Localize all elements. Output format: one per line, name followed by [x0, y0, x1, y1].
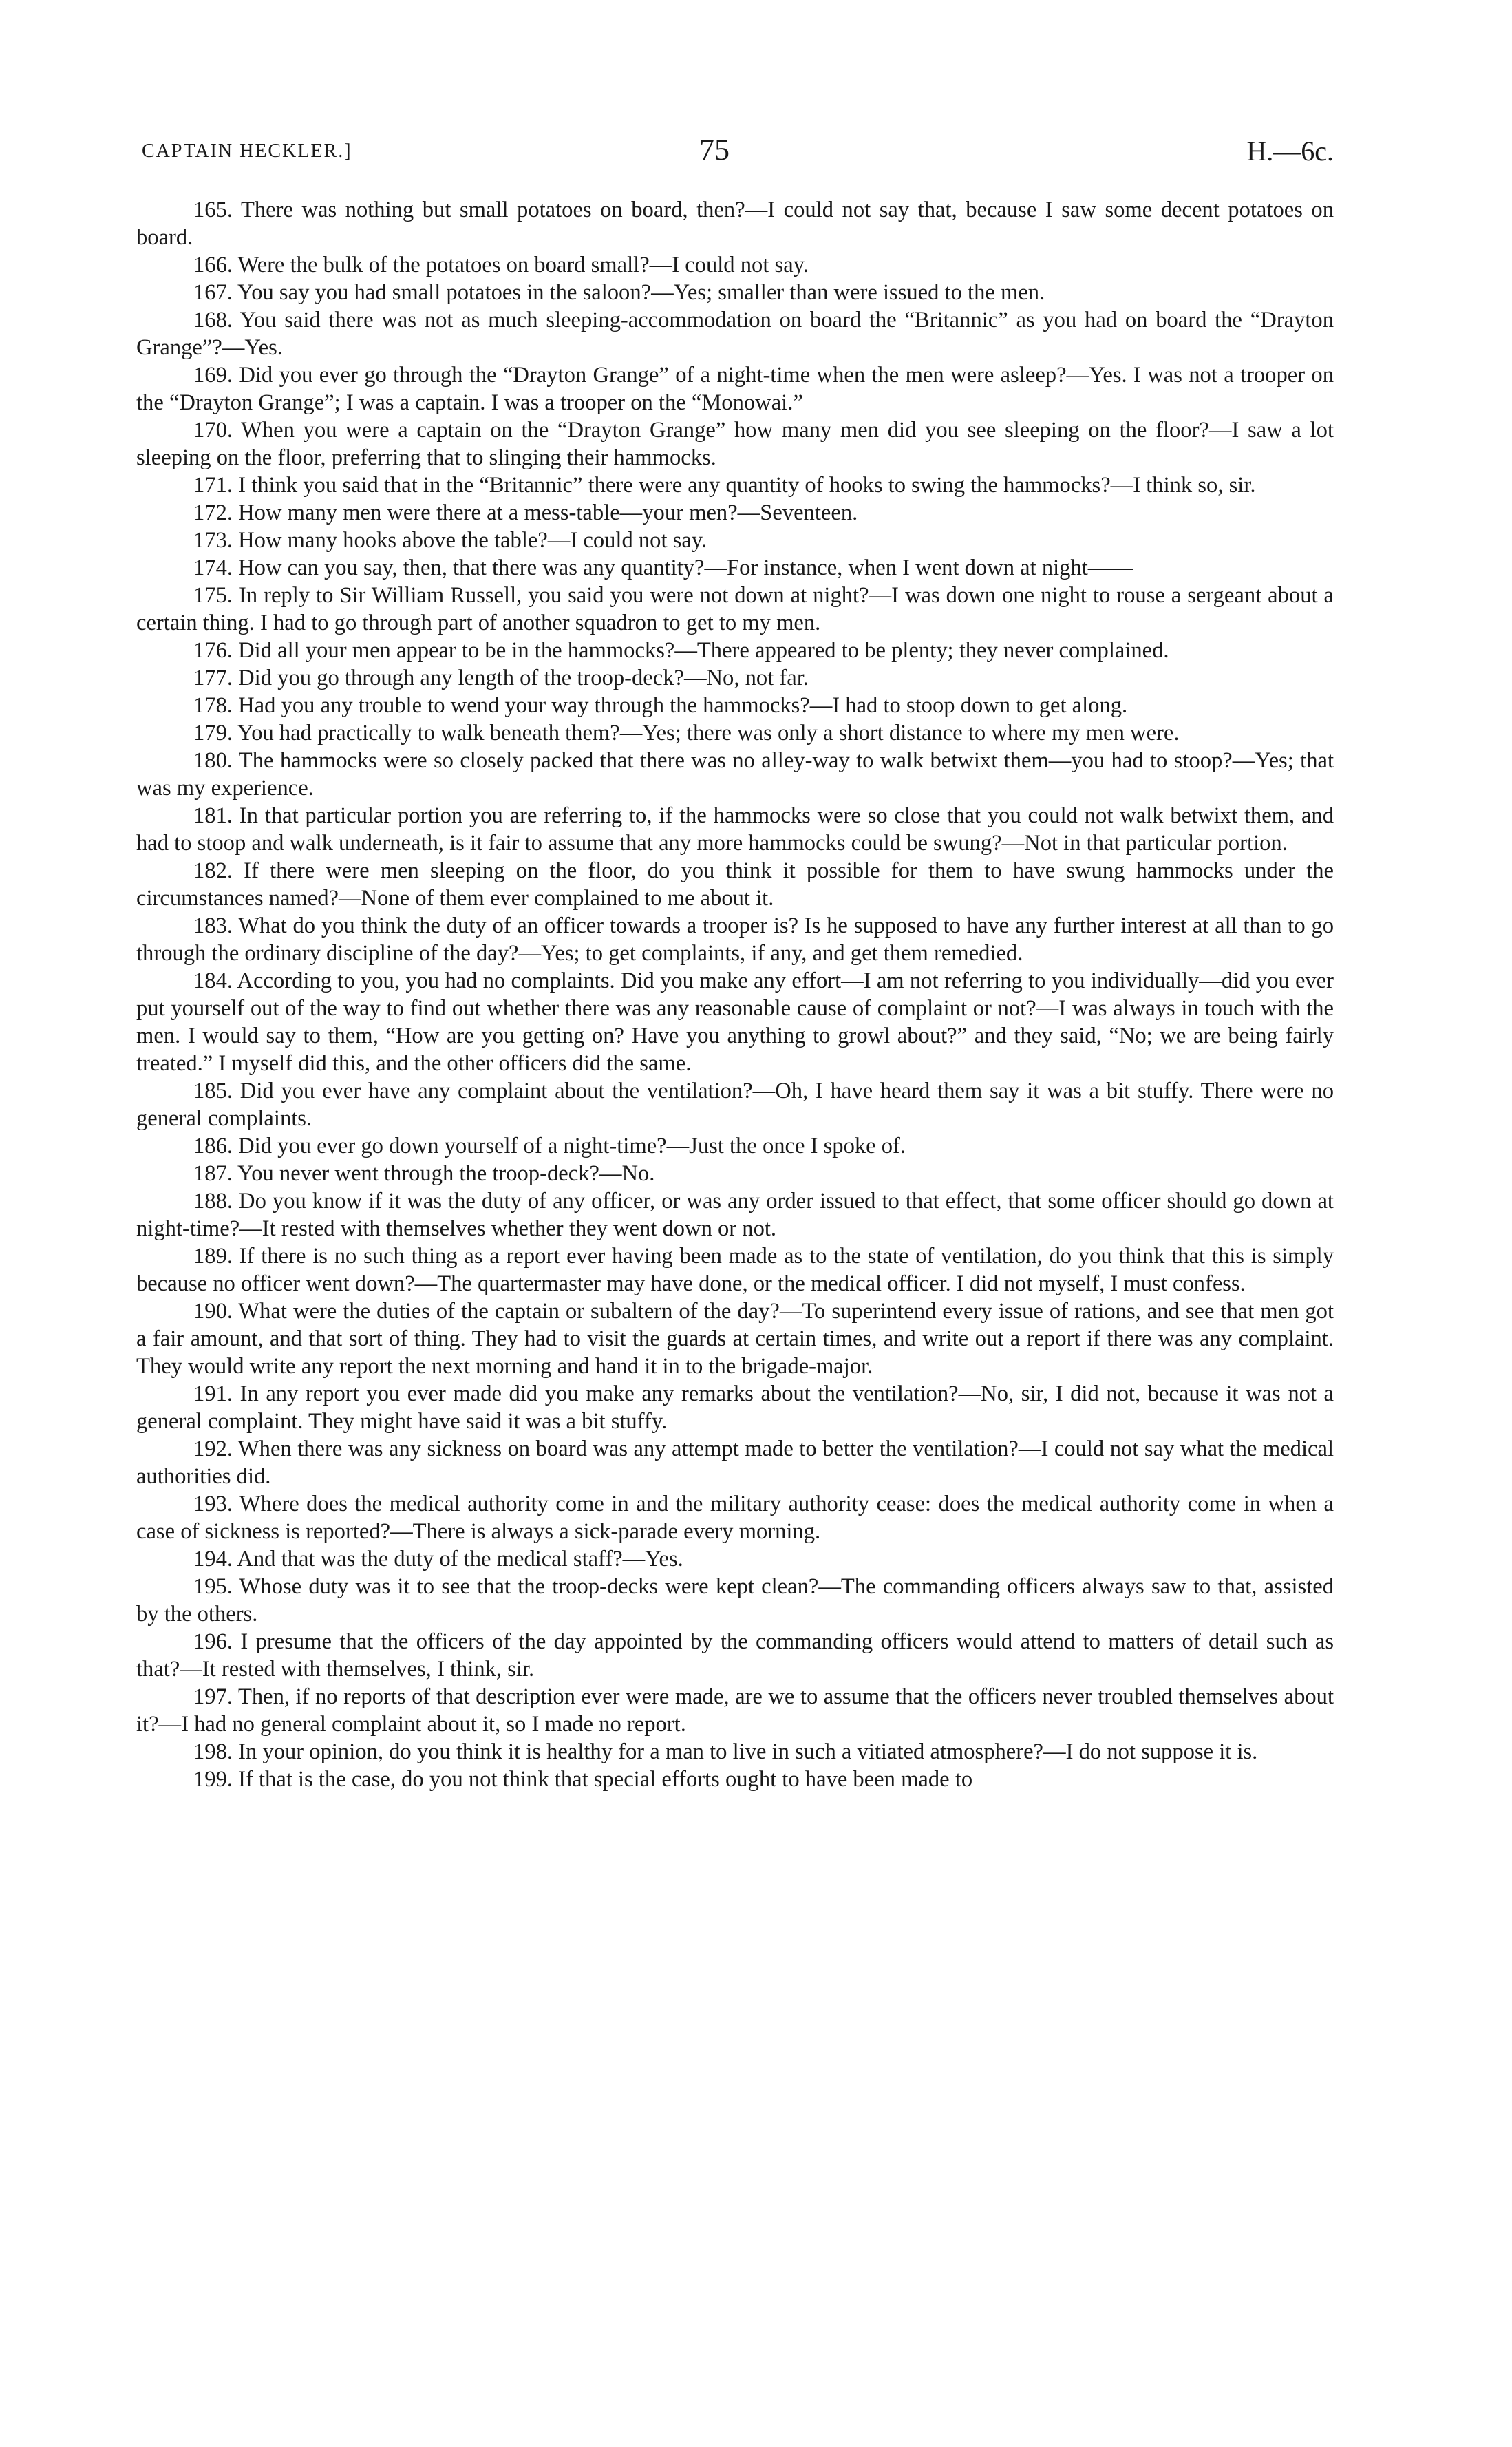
paragraph: 168. You said there was not as much sleeping-accommodation on board the “Britannic” as you had on board the “Drayton Grange”?—Yes. [136, 308, 1334, 360]
paragraph: 180. The hammocks were so closely packed that there was no alley-way to walk betwixt them—you had to stoop?—Yes; that was my experience. [136, 748, 1334, 801]
paragraph: 178. Had you any trouble to wend your way through the hammocks?—I had to stoop down to get along. [193, 693, 1128, 718]
paragraph: 167. You say you had small potatoes in the saloon?—Yes; smaller than were issued to the men. [193, 280, 1045, 305]
paragraph: 186. Did you ever go down yourself of a night-time?—Just the once I spoke of. [193, 1134, 906, 1158]
document-page [136, 0, 1334, 2447]
page-number: 75 [699, 133, 730, 167]
paragraph: 195. Whose duty was it to see that the troop-decks were kept clean?—The commanding officers always saw to that, assisted by the others. [136, 1574, 1334, 1627]
paragraph: 172. How many men were there at a mess-table—your men?—Seventeen. [193, 500, 858, 525]
paragraph: 166. Were the bulk of the potatoes on board small?—I could not say. [193, 253, 809, 277]
paragraph: 173. How many hooks above the table?—I could not say. [193, 528, 707, 553]
paragraph: 189. If there is no such thing as a report ever having been made as to the state of ventilation, do you think that this is simply because no officer went down?—The quartermaster may have done, or the medical officer. I did not myself, I must confess. [136, 1244, 1334, 1296]
paragraph: 175. In reply to Sir William Russell, you said you were not down at night?—I was down one night to rouse a sergeant about a certain thing. I had to go through part of another squadron to get to my men. [136, 583, 1334, 635]
paragraph: 192. When there was any sickness on board was any attempt made to better the ventilation?—I could not say what the medical authorities did. [136, 1437, 1334, 1489]
paragraph: 194. And that was the duty of the medical staff?—Yes. [193, 1547, 683, 1571]
paragraph: 196. I presume that the officers of the day appointed by the commanding officers would attend to matters of detail such as that?—It rested with themselves, I think, sir. [136, 1629, 1334, 1682]
document-reference: H.—6c. [1246, 136, 1334, 167]
paragraph: 165. There was nothing but small potatoes on board, then?—I could not say that, because I saw some decent potatoes on board. [136, 198, 1334, 250]
paragraph: 185. Did you ever have any complaint about the ventilation?—Oh, I have heard them say it was a bit stuffy. There were no general complaints. [136, 1079, 1334, 1131]
paragraph: 182. If there were men sleeping on the floor, do you think it possible for them to have swung hammocks under the circumstances named?—None of them ever complained to me about it. [136, 858, 1334, 911]
paragraph: 188. Do you know if it was the duty of any officer, or was any order issued to that effect, that some officer should go down at night-time?—It rested with themselves whether they went down or not. [136, 1189, 1334, 1241]
paragraph: 176. Did all your men appear to be in the hammocks?—There appeared to be plenty; they never complained. [193, 638, 1169, 663]
running-head-witness: CAPTAIN HECKLER.] [142, 140, 352, 162]
paragraph: 181. In that particular portion you are referring to, if the hammocks were so close that you could not walk betwixt them, and had to stoop and walk underneath, is it fair to assume that any more hammocks could be swung?—Not in that particular portion. [136, 803, 1334, 856]
paragraph: 170. When you were a captain on the “Drayton Grange” how many men did you see sleeping on the floor?—I saw a lot sleeping on the floor, preferring that to slinging their hammocks. [136, 418, 1334, 470]
paragraph: 191. In any report you ever made did you make any remarks about the ventilation?—No, sir, I did not, because it was not a general complaint. They might have said it was a bit stuffy. [136, 1381, 1334, 1434]
paragraph: 174. How can you say, then, that there was any quantity?—For instance, when I went down at night—— [193, 555, 1133, 580]
paragraph: 187. You never went through the troop-deck?—No. [193, 1161, 655, 1186]
paragraph: 183. What do you think the duty of an officer towards a trooper is? Is he supposed to have any further interest at all than to go through the ordinary discipline of the day?—Yes; to get complaints, if any, and get them remedied. [136, 913, 1334, 966]
paragraph: 169. Did you ever go through the “Drayton Grange” of a night-time when the men were asleep?—Yes. I was not a trooper on the “Drayton Grange”; I was a captain. I was a trooper on the “Monowai.” [136, 363, 1334, 415]
paragraph: 171. I think you said that in the “Britannic” there were any quantity of hooks to swing the hammocks?—I think so, sir. [193, 473, 1256, 498]
paragraph: 190. What were the duties of the captain or subaltern of the day?—To superintend every issue of rations, and see that men got a fair amount, and that sort of thing. They had to visit the guards at certain times, and write out a report if there was any complaint. They would write any report the next morning and hand it in to the brigade-major. [136, 1299, 1334, 1379]
paragraph: 177. Did you go through any length of the troop-deck?—No, not far. [193, 666, 809, 690]
paragraph: 197. Then, if no reports of that description ever were made, are we to assume that the officers never troubled themselves about it?—I had no general complaint about it, so I made no report. [136, 1684, 1334, 1737]
paragraph: 193. Where does the medical authority come in and the military authority cease: does the medical authority come in when a case of sickness is reported?—There is always a sick-parade every morning. [136, 1492, 1334, 1544]
paragraph: 184. According to you, you had no complaints. Did you make any effort—I am not referring to you individually—did you ever put yourself out of the way to find out whether there was any reasonable cause of complaint or not?—I was always in touch with the men. I would say to them, “How are you getting on? Have you anything to growl about?” and they said, “No; we are being fairly treated.” I myself did this, and the other officers did the same. [136, 968, 1334, 1076]
paragraph: 198. In your opinion, do you think it is healthy for a man to live in such a vitiated atmosphere?—I do not suppose it is. [193, 1739, 1258, 1764]
paragraph: 199. If that is the case, do you not think that special efforts ought to have been made to [193, 1767, 973, 1792]
page-header [136, 132, 1334, 173]
testimony-body [136, 196, 1334, 1793]
paragraph: 179. You had practically to walk beneath them?—Yes; there was only a short distance to where my men were. [193, 721, 1180, 745]
